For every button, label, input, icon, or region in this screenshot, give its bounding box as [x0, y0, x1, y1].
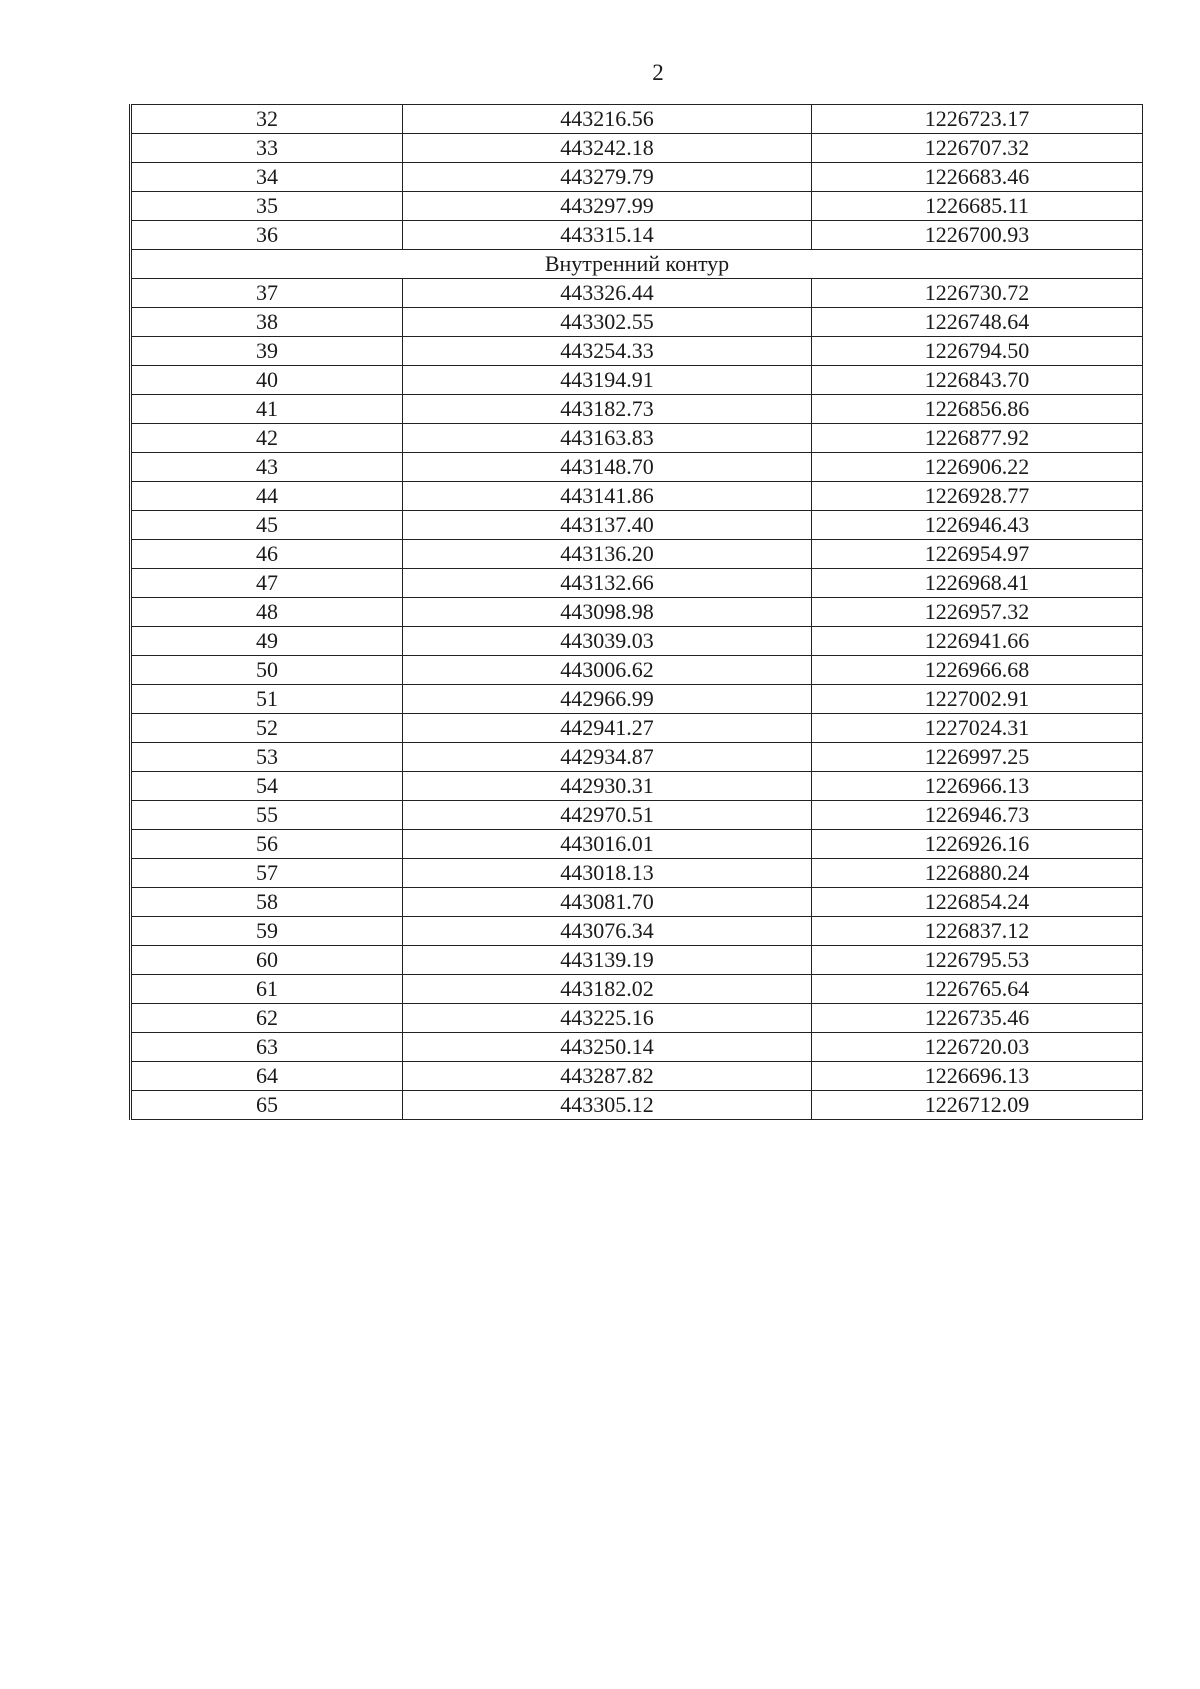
table-row	[131, 975, 1143, 1004]
x-coordinate-cell: 442941.27	[403, 714, 812, 743]
point-number-cell: 33	[131, 134, 403, 163]
y-coordinate-cell: 1226795.53	[812, 946, 1143, 975]
y-coordinate-cell: 1227002.91	[812, 685, 1143, 714]
x-coordinate-cell: 443305.12	[403, 1091, 812, 1120]
y-coordinate-cell: 1226794.50	[812, 337, 1143, 366]
point-number-cell: 60	[131, 946, 403, 975]
point-number-cell: 64	[131, 1062, 403, 1091]
x-coordinate-cell: 443242.18	[403, 134, 812, 163]
table-row	[131, 105, 1143, 134]
x-coordinate-cell: 443297.99	[403, 192, 812, 221]
table-row	[131, 685, 1143, 714]
y-coordinate-cell: 1226700.93	[812, 221, 1143, 250]
table-body-outer	[131, 105, 1143, 250]
point-number-cell: 63	[131, 1033, 403, 1062]
table-row	[131, 395, 1143, 424]
y-coordinate-cell: 1226926.16	[812, 830, 1143, 859]
x-coordinate-cell: 443148.70	[403, 453, 812, 482]
x-coordinate-cell: 443163.83	[403, 424, 812, 453]
table-row	[131, 627, 1143, 656]
table-section-header	[131, 250, 1143, 279]
x-coordinate-cell: 443137.40	[403, 511, 812, 540]
point-number-cell: 57	[131, 859, 403, 888]
y-coordinate-cell: 1226954.97	[812, 540, 1143, 569]
y-coordinate-cell: 1226928.77	[812, 482, 1143, 511]
table-row	[131, 917, 1143, 946]
table-row	[131, 1004, 1143, 1033]
table-row	[131, 308, 1143, 337]
table-row	[131, 801, 1143, 830]
table-row	[131, 1033, 1143, 1062]
y-coordinate-cell: 1226765.64	[812, 975, 1143, 1004]
x-coordinate-cell: 443081.70	[403, 888, 812, 917]
table-row	[131, 337, 1143, 366]
y-coordinate-cell: 1226856.86	[812, 395, 1143, 424]
x-coordinate-cell: 442966.99	[403, 685, 812, 714]
point-number-cell: 55	[131, 801, 403, 830]
table-row	[131, 714, 1143, 743]
table-row	[131, 830, 1143, 859]
x-coordinate-cell: 443182.02	[403, 975, 812, 1004]
point-number-cell: 37	[131, 279, 403, 308]
y-coordinate-cell: 1226685.11	[812, 192, 1143, 221]
x-coordinate-cell: 442930.31	[403, 772, 812, 801]
table-row	[131, 279, 1143, 308]
x-coordinate-cell: 443006.62	[403, 656, 812, 685]
table-row	[131, 1062, 1143, 1091]
x-coordinate-cell: 443098.98	[403, 598, 812, 627]
y-coordinate-cell: 1226748.64	[812, 308, 1143, 337]
section-row	[131, 250, 1143, 279]
y-coordinate-cell: 1226957.32	[812, 598, 1143, 627]
y-coordinate-cell: 1226946.43	[812, 511, 1143, 540]
y-coordinate-cell: 1226712.09	[812, 1091, 1143, 1120]
x-coordinate-cell: 443250.14	[403, 1033, 812, 1062]
x-coordinate-cell: 443254.33	[403, 337, 812, 366]
x-coordinate-cell: 443039.03	[403, 627, 812, 656]
y-coordinate-cell: 1226877.92	[812, 424, 1143, 453]
x-coordinate-cell: 443136.20	[403, 540, 812, 569]
table-row	[131, 946, 1143, 975]
point-number-cell: 47	[131, 569, 403, 598]
x-coordinate-cell: 443216.56	[403, 105, 812, 134]
y-coordinate-cell: 1226941.66	[812, 627, 1143, 656]
x-coordinate-cell: 442934.87	[403, 743, 812, 772]
table-row	[131, 221, 1143, 250]
x-coordinate-cell: 443076.34	[403, 917, 812, 946]
table-row	[131, 366, 1143, 395]
point-number-cell: 46	[131, 540, 403, 569]
point-number-cell: 54	[131, 772, 403, 801]
table-row	[131, 540, 1143, 569]
table-row	[131, 656, 1143, 685]
y-coordinate-cell: 1227024.31	[812, 714, 1143, 743]
x-coordinate-cell: 443279.79	[403, 163, 812, 192]
table-row	[131, 511, 1143, 540]
y-coordinate-cell: 1226968.41	[812, 569, 1143, 598]
point-number-cell: 58	[131, 888, 403, 917]
point-number-cell: 65	[131, 1091, 403, 1120]
point-number-cell: 32	[131, 105, 403, 134]
table-row	[131, 1091, 1143, 1120]
table-row	[131, 598, 1143, 627]
point-number-cell: 48	[131, 598, 403, 627]
point-number-cell: 35	[131, 192, 403, 221]
x-coordinate-cell: 443326.44	[403, 279, 812, 308]
y-coordinate-cell: 1226696.13	[812, 1062, 1143, 1091]
point-number-cell: 36	[131, 221, 403, 250]
y-coordinate-cell: 1226735.46	[812, 1004, 1143, 1033]
y-coordinate-cell: 1226997.25	[812, 743, 1143, 772]
point-number-cell: 44	[131, 482, 403, 511]
x-coordinate-cell: 442970.51	[403, 801, 812, 830]
y-coordinate-cell: 1226966.68	[812, 656, 1143, 685]
point-number-cell: 51	[131, 685, 403, 714]
coordinates-table	[129, 104, 1143, 1120]
table-row	[131, 888, 1143, 917]
point-number-cell: 56	[131, 830, 403, 859]
x-coordinate-cell: 443018.13	[403, 859, 812, 888]
point-number-cell: 42	[131, 424, 403, 453]
y-coordinate-cell: 1226906.22	[812, 453, 1143, 482]
x-coordinate-cell: 443016.01	[403, 830, 812, 859]
x-coordinate-cell: 443141.86	[403, 482, 812, 511]
x-coordinate-cell: 443302.55	[403, 308, 812, 337]
y-coordinate-cell: 1226854.24	[812, 888, 1143, 917]
y-coordinate-cell: 1226730.72	[812, 279, 1143, 308]
point-number-cell: 43	[131, 453, 403, 482]
x-coordinate-cell: 443287.82	[403, 1062, 812, 1091]
table-row	[131, 424, 1143, 453]
point-number-cell: 52	[131, 714, 403, 743]
x-coordinate-cell: 443225.16	[403, 1004, 812, 1033]
y-coordinate-cell: 1226707.32	[812, 134, 1143, 163]
section-title: Внутренний контур	[131, 250, 1143, 279]
y-coordinate-cell: 1226843.70	[812, 366, 1143, 395]
point-number-cell: 61	[131, 975, 403, 1004]
table-row	[131, 569, 1143, 598]
table-row	[131, 453, 1143, 482]
x-coordinate-cell: 443182.73	[403, 395, 812, 424]
page-number: 2	[652, 60, 664, 85]
x-coordinate-cell: 443139.19	[403, 946, 812, 975]
point-number-cell: 53	[131, 743, 403, 772]
table-row	[131, 134, 1143, 163]
point-number-cell: 62	[131, 1004, 403, 1033]
y-coordinate-cell: 1226720.03	[812, 1033, 1143, 1062]
y-coordinate-cell: 1226880.24	[812, 859, 1143, 888]
point-number-cell: 59	[131, 917, 403, 946]
point-number-cell: 41	[131, 395, 403, 424]
point-number-cell: 49	[131, 627, 403, 656]
table-row	[131, 192, 1143, 221]
point-number-cell: 38	[131, 308, 403, 337]
point-number-cell: 39	[131, 337, 403, 366]
x-coordinate-cell: 443194.91	[403, 366, 812, 395]
table-row	[131, 859, 1143, 888]
point-number-cell: 34	[131, 163, 403, 192]
point-number-cell: 40	[131, 366, 403, 395]
table-row	[131, 482, 1143, 511]
x-coordinate-cell: 443315.14	[403, 221, 812, 250]
table-row	[131, 772, 1143, 801]
y-coordinate-cell: 1226966.13	[812, 772, 1143, 801]
y-coordinate-cell: 1226723.17	[812, 105, 1143, 134]
y-coordinate-cell: 1226946.73	[812, 801, 1143, 830]
y-coordinate-cell: 1226683.46	[812, 163, 1143, 192]
y-coordinate-cell: 1226837.12	[812, 917, 1143, 946]
table-body-inner	[131, 279, 1143, 1120]
point-number-cell: 45	[131, 511, 403, 540]
table-row	[131, 163, 1143, 192]
point-number-cell: 50	[131, 656, 403, 685]
table-row	[131, 743, 1143, 772]
x-coordinate-cell: 443132.66	[403, 569, 812, 598]
